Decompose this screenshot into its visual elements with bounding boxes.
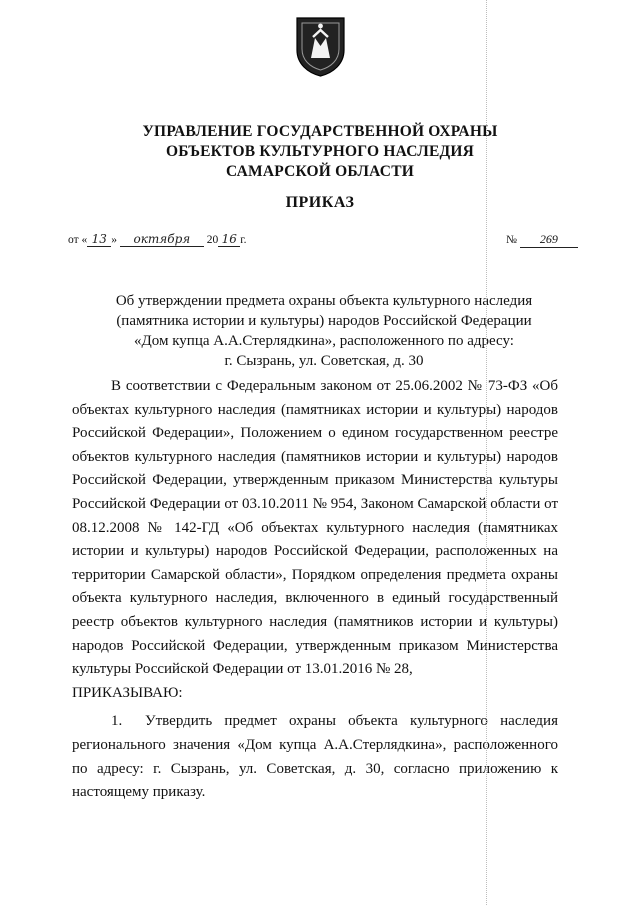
number-value: 269 [520,232,578,248]
order-item-1-text: Утвердить предмет охраны объекта культурного наследия регионального значения «Дом купца А.А.Стерлядкина», расположенного по адресу: г. Сызрань, ул. Советская, д. 30, согласно приложению к настоящему приказу. [72,713,558,801]
order-item-1-number: 1. [111,713,123,730]
preamble-paragraph: В соответствии с Федеральным законом от 25.06.2002 № 73-ФЗ «Об объектах культурного наследия (памятниках истории и культуры) народов Российской Федерации», Положением о едином государственном реестре объектов культурного наследия (памятников истории и культуры) народов Российской Федерации, утвержденным приказом Министерства культуры Российской Федерации от 03.10.2011 № 954, Законом Самарской области от 08.12.2008 № 142-ГД «Об объектах культурного наследия (памятниках истории и культуры) народов Российской Федерации, расположенных на территории Самарской области», Порядком определения предмета охраны объекта культурного наследия, включенного в единый государственный реестр объектов культурного наследия (памятников истории и культуры) народов Российской Федерации, утвержденным приказом Министерства культуры Российской Федерации от 13.01.2016 № 28, [72,378,558,678]
date-prefix: от « [68,234,88,246]
number-line [506,232,578,248]
title-line-2: (памятника истории и культуры) народов Российской Федерации [116,313,532,329]
document-type: ПРИКАЗ [285,194,355,211]
order-word: ПРИКАЗЫВАЮ: [72,684,183,701]
scan-fold-line [486,0,487,905]
header-line-1: УПРАВЛЕНИЕ ГОСУДАРСТВЕННОЙ ОХРАНЫ [142,123,498,140]
title-line-1: Об утверждении предмета охраны объекта культурного наследия [115,293,533,309]
date-mid: » [111,234,117,246]
title-line-3: «Дом купца А.А.Стерлядкина», расположенного по адресу: [134,333,514,349]
date-day: 13 [87,232,111,247]
title-line-4: г. Сызрань, ул. Советская, д. 30 [224,353,424,369]
date-suffix: г. [240,234,247,246]
header-line-2: ОБЪЕКТОВ КУЛЬТУРНОГО НАСЛЕДИЯ [165,143,475,160]
authority-header [0,122,640,182]
document-title [72,291,576,371]
date-line [68,232,247,247]
coat-of-arms-icon [293,14,348,78]
header-line-3: САМАРСКОЙ ОБЛАСТИ [225,163,414,180]
date-year-prefix: 20 [206,234,219,246]
number-label: № [506,234,517,246]
date-year: 16 [218,232,240,247]
date-month: октября [120,232,204,247]
